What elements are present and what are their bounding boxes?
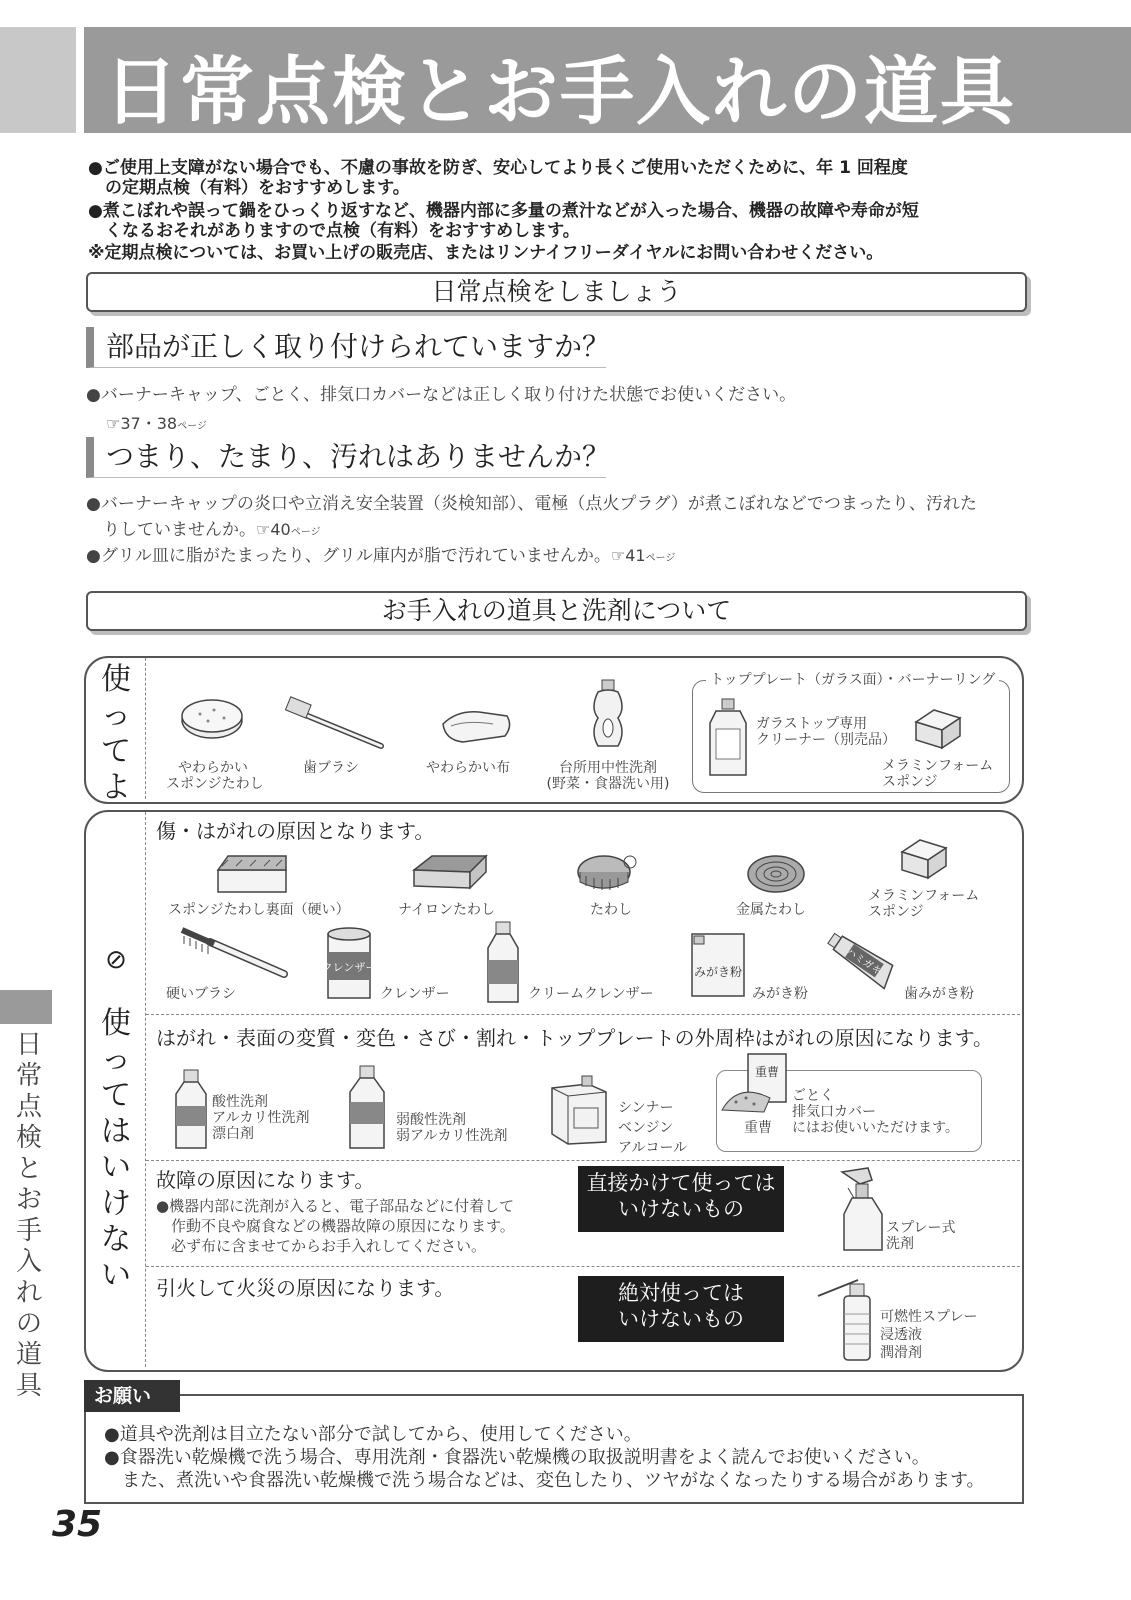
toothbrush-icon: [285, 700, 385, 750]
side-tab-label: 日 常 点 検 と お 手 入 れ の 道 具: [15, 1030, 42, 1401]
ng-divider: [145, 812, 146, 1367]
item-hard-brush: 硬いブラシ: [166, 986, 236, 1002]
item-soft-cloth: やわらかい布: [426, 760, 510, 776]
item-weak-acid-detergent: 弱酸性洗剤 弱アルカリ性洗剤: [396, 1112, 508, 1144]
q2-text-3: ●グリル皿に脂がたまったり、グリル庫内が脂で汚れていませんか。☞41ページ: [86, 546, 676, 566]
ng-cat-divider-2: [146, 1160, 1020, 1161]
flammable-spray-icon: [814, 1274, 876, 1362]
soft-sponge-icon: [180, 694, 244, 740]
q1-heading: 部品が正しく取り付けられていますか？: [86, 327, 606, 368]
item-scrub-brush: たわし: [590, 902, 632, 918]
polishing-powder-icon: [690, 932, 746, 998]
ng-cat-divider-3: [146, 1266, 1020, 1267]
toothpaste-icon: [824, 930, 902, 992]
item-flammable-spray: 可燃性スプレー 浸透液 潤滑剤: [880, 1309, 978, 1361]
intro-line-3: ●煮こぼれや誤って鍋をひっくり返すなど、機器内部に多量の煮汁などが入った場合、機器の故障や寿命が短: [88, 201, 919, 221]
side-tab-marker: [0, 990, 52, 1024]
item-metal-scrubber: 金属たわし: [736, 902, 806, 918]
item-hard-sponge: スポンジたわし裏面（硬い）: [168, 902, 350, 918]
baking-soda-icon: [720, 1052, 790, 1116]
svg-text:クレンザー: クレンザー: [321, 961, 377, 974]
nylon-scrubber-icon: [410, 850, 490, 894]
topplate-title: トッププレート（ガラス面）・バーナーリング: [706, 672, 999, 688]
neutral-detergent-icon: [588, 678, 628, 750]
intro-line-2: の定期点検（有料）をおすすめします。: [88, 178, 410, 198]
direct-use-warning-box: 直接かけて使っては いけないもの: [578, 1166, 784, 1232]
page-number: 35: [52, 1504, 103, 1545]
notice-line-3: また、煮洗いや食器洗い乾燥機で洗う場合などは、変色したり、ツヤがなくなったりする場合があります。: [104, 1470, 985, 1491]
ng-label: 使 っ て は い け な い: [101, 1006, 131, 1293]
item-soft-sponge: やわらかい スポンジたわし: [166, 760, 264, 792]
item-spray-detergent: スプレー式 洗剤: [886, 1220, 956, 1252]
spray-detergent-icon: [838, 1164, 886, 1254]
intro-line-5: ※定期点検については、お買い上げの販売店、またはリンナイフリーダイヤルにお問い合わせください。: [88, 243, 884, 263]
q2-heading: つまり、たまり、汚れはありませんか？: [86, 437, 606, 478]
item-cleanser: クレンザー: [380, 986, 450, 1002]
ng-cat-divider-1: [146, 1014, 1020, 1015]
scrub-brush-icon: [574, 846, 638, 892]
section-daily-check-title: 日常点検をしましょう: [86, 272, 1027, 312]
metal-scrubber-icon: [746, 852, 806, 896]
melamine-sponge-icon: [914, 708, 962, 750]
glass-top-cleaner-icon: [706, 697, 750, 779]
acid-detergent-icon: [174, 1068, 208, 1150]
q2-text-2: りしていませんか。☞40ページ: [86, 520, 321, 540]
item-cream-cleanser: クリームクレンザー: [528, 986, 654, 1002]
item-neutral-detergent: 台所用中性洗剤 (野菜・食器洗い用): [546, 760, 670, 792]
hard-brush-icon: [180, 924, 290, 980]
q2-text-1: ●バーナーキャップの炎口や立消え安全装置（炎検知部）、電極（点火プラグ）が煮こぼれなどでつまったり、汚れた: [86, 494, 977, 514]
intro-line-4: くなるおそれがありますので点検（有料）をおすすめします。: [88, 221, 580, 241]
prohibited-icon: ⊘: [105, 945, 127, 975]
notice-line-2: ●食器洗い乾燥機で洗う場合、専用洗剤・食器洗い乾燥機の取扱説明書をよく読んでお使いください。: [104, 1447, 930, 1468]
ng-cat3-text: ●機器内部に洗剤が入ると、電子部品などに付着して 作動不良や腐食などの機器故障の原因になります。 必ず布に含ませてからお手入れしてください。: [156, 1197, 515, 1255]
header-side-block: [0, 27, 76, 133]
ng-cat4-title: 引火して火災の原因になります。: [156, 1276, 455, 1300]
item-baking-soda-label: 重曹: [744, 1120, 772, 1136]
item-melamine-sponge: メラミンフォーム スポンジ: [882, 758, 994, 790]
page-title: 日常点検とお手入れの道具: [104, 49, 1016, 135]
cleanser-can-icon: [321, 926, 377, 1000]
q1-text: ●バーナーキャップ、ごとく、排気口カバーなどは正しく取り付けた状態でお使いください。: [86, 385, 797, 405]
notice-line-1: ●道具や洗剤は目立たない部分で試してから、使用してください。: [104, 1424, 642, 1445]
item-polishing-powder: みがき粉: [752, 986, 808, 1002]
ok-divider: [145, 658, 146, 799]
section-tools-title: お手入れの道具と洗剤について: [86, 591, 1027, 631]
ng-cat3-title: 故障の原因になります。: [156, 1168, 375, 1192]
ng-cat1-title: 傷・はがれの原因となります。: [156, 819, 435, 843]
item-toothpaste: 歯みがき粉: [904, 986, 974, 1002]
hard-sponge-icon: [214, 850, 290, 896]
cream-cleanser-icon: [482, 920, 524, 1004]
ok-label: 使 っ て よ: [101, 662, 131, 805]
item-thinner: シンナー ベンジン アルコール: [618, 1100, 688, 1156]
baking-soda-note: ごとく 排気口カバー にはお使いいただけます。: [792, 1088, 959, 1136]
weak-acid-detergent-icon: [346, 1064, 388, 1150]
intro-line-1: ●ご使用上支障がない場合でも、不慮の事故を防ぎ、安心してより長くご使用いただくために、年 1 回程度: [88, 158, 908, 178]
item-acid-detergent: 酸性洗剤 アルカリ性洗剤 漂白剤: [212, 1094, 310, 1142]
item-toothbrush: 歯ブラシ: [303, 760, 359, 776]
melamine-sponge-ng-icon: [900, 838, 948, 880]
svg-text:みがき粉: みがき粉: [693, 965, 743, 979]
svg-text:重曹: 重曹: [754, 1065, 780, 1079]
notice-tag: お願い: [84, 1380, 180, 1412]
absolute-warning-box: 絶対使っては いけないもの: [578, 1276, 784, 1342]
q1-page-ref: ☞37・38ページ: [106, 414, 207, 433]
svg-text:ハミガキ: ハミガキ: [843, 946, 884, 978]
item-melamine-sponge-ng: メラミンフォーム スポンジ: [868, 888, 980, 920]
item-glass-top-cleaner: ガラストップ専用 クリーナー（別売品）: [756, 716, 896, 748]
ng-cat2-title: はがれ・表面の変質・変色・さび・割れ・トッププレートの外周枠はがれの原因になります。: [156, 1026, 993, 1050]
item-nylon-scrubber: ナイロンたわし: [398, 902, 496, 918]
thinner-can-icon: [546, 1074, 610, 1146]
soft-cloth-icon: [437, 706, 513, 746]
